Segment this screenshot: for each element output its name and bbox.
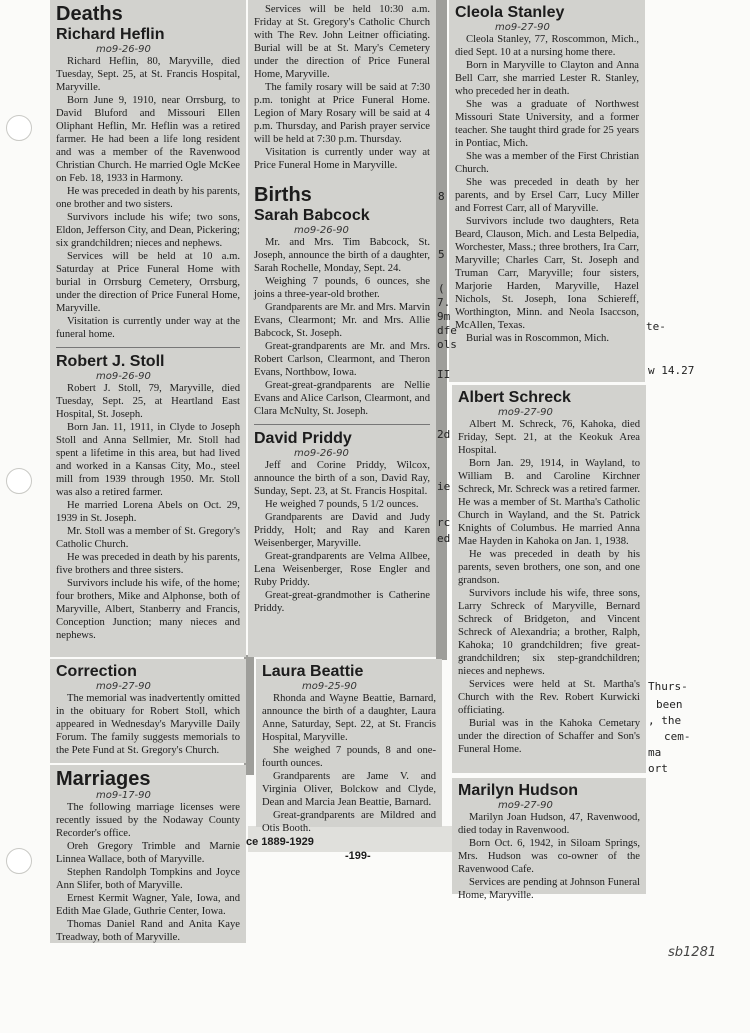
paragraph: He weighed 7 pounds, 5 1/2 ounces. — [265, 499, 419, 510]
paragraph: Richard Heflin, 80, Maryville, died Tuesday, Sept. 25, at St. Francis Hospital, Maryville. — [56, 56, 240, 93]
paragraph: Grandparents are Mr. and Mrs. Marvin Evans, Clearmont; Mr. and Mrs. Allie Babcock, St. Joseph. — [254, 302, 430, 339]
obituary-name: Albert Schreck — [458, 389, 571, 406]
paragraph: Survivors include his wife; two sons, Eldon, Jefferson City, and Dean, Pickering; six grandchildren; nieces and nephews. — [56, 212, 240, 249]
paragraph: Visitation is currently under way at Price Funeral Home in Maryville. — [254, 147, 430, 171]
section-heading-births: Births — [254, 184, 312, 206]
paragraph: Grandparents are Jame V. and Virginia Oliver, Bolckow and Clyde, Dean and Marcia Jean Beattie, Barnard. — [262, 771, 436, 808]
paragraph: Services are pending at Johnson Funeral Home, Maryville. — [458, 877, 640, 901]
birth-name: David Priddy — [254, 430, 352, 447]
handwritten-date: mo9-27-90 — [498, 800, 553, 811]
clipping-correction — [50, 659, 246, 763]
obituary-name: Marilyn Hudson — [458, 782, 579, 799]
handwritten-date: mo9-27-90 — [96, 681, 151, 692]
paragraph: Mr. and Mrs. Tim Babcock, St. Joseph, announce the birth of a daughter, Sarah Rochelle, Monday, Sept. 24. — [254, 237, 430, 274]
paragraph: Jeff and Corine Priddy, Wilcox, announce the birth of a son, David Ray, Sunday, Sept. 23, at St. Francis Hospital. — [254, 460, 430, 497]
handwritten-date: mo9-26-90 — [96, 44, 151, 55]
margin-fragment: ma — [648, 746, 662, 759]
gutter-fragment: rc — [437, 516, 451, 529]
paragraph: Great-grandparents are Velma Allbee, Lena Weisenberger, Rose Engler and Ruby Priddy. — [254, 551, 430, 588]
margin-fragment: Thurs- — [648, 680, 688, 693]
paragraph: She weighed 7 pounds, 8 and one-fourth ounces. — [262, 745, 436, 769]
paragraph: Great-great-grandmother is Catherine Priddy. — [254, 590, 430, 614]
paragraph: Mr. Stoll was a member of St. Gregory's Catholic Church. — [56, 526, 240, 550]
paragraph: Robert J. Stoll, 79, Maryville, died Tuesday, Sept. 25, at Heartland East Hospital, St. Joseph. — [56, 383, 240, 420]
clipping-albert-schreck — [452, 385, 646, 773]
paragraph: She was preceded in death by her parents, and by Ersel Carr, Lucy Miller and Forrest Carr, all of Maryville. — [455, 177, 639, 214]
section-heading-deaths: Deaths — [56, 3, 123, 25]
birth-name: Sarah Babcock — [254, 207, 370, 224]
paragraph: Cleola Stanley, 77, Roscommon, Mich., died Sept. 10 at a nursing home there. — [455, 34, 639, 58]
paragraph: Stephen Randolph Tompkins and Joyce Ann Slifer, both of Maryville. — [56, 867, 240, 891]
margin-fragment: , the — [648, 714, 682, 727]
gutter-fragment: dfe — [437, 324, 457, 337]
paragraph: Marilyn Joan Hudson, 47, Ravenwood, died today in Ravenwood. — [458, 812, 640, 836]
clipping-cleola-stanley — [449, 0, 645, 382]
clipping-laura-beattie — [256, 659, 442, 834]
paragraph: Great-grandparents are Mr. and Mrs. Robert Carlson, Clearmont, and Theron Evans, Northbow, Iowa. — [254, 341, 430, 378]
binder-hole — [6, 115, 32, 141]
catalog-id: sb1281 — [668, 945, 717, 960]
divider — [254, 424, 430, 425]
gutter-fragment: ( — [438, 282, 445, 295]
paragraph: Grandparents are David and Judy Priddy, Holt; and Ray and Karen Weisenberger, Maryville. — [254, 512, 430, 549]
paragraph: Albert M. Schreck, 76, Kahoka, died Friday, Sept. 21, at the Keokuk Area Hospital. — [458, 419, 640, 456]
paragraph: Born Oct. 6, 1942, in Siloam Springs, Mrs. Hudson was co-owner of the Ravenwood Cafe. — [458, 838, 640, 875]
gutter-fragment: 9m — [437, 310, 451, 323]
paragraph: She was a graduate of Northwest Missouri State University, and a former teacher. She taught third grade for 25 years in Pontiac, Mich. — [455, 99, 639, 149]
paragraph: She was a member of the First Christian Church. — [455, 151, 639, 175]
margin-fragment: been — [656, 698, 683, 711]
paragraph: He was preceded in death by his parents, one brother and two sisters. — [56, 186, 240, 210]
margin-fragment: ort — [648, 762, 668, 775]
paragraph: Survivors include two daughters, Reta Beard, Clauson, Mich. and Lesta Belpedia, Worchester, Mass.; three brothers, Ira Carr, Maryville; Charles Carr, St. Joseph and Truman Carr, Maryville; four sisters, Marjorie Harden, Maryville, Hazel Nichols, St. Joseph, Iona Schiereff, Worthington, Minn. and Neola Isaccson, McAllen, Texas. — [455, 216, 639, 331]
section-heading-marriages: Marriages — [56, 768, 151, 790]
paragraph: Great-great-grandparents are Nellie Evans and Alice Carlson, Clearmont, and Clara McNulty, St. Joseph. — [254, 380, 430, 417]
paragraph: Burial was in Roscommon, Mich. — [466, 333, 610, 344]
obituary-name: Robert J. Stoll — [56, 353, 165, 370]
paragraph: Services will be held 10:30 a.m. Friday at St. Gregory's Catholic Church with The Rev. John Leitner officiating. Burial will be at St. Mary's Cemetery under the direction of Price Funeral Home, Maryville. — [254, 4, 430, 80]
handwritten-date: mo9-26-90 — [294, 225, 349, 236]
clipping-deaths — [50, 0, 246, 657]
handwritten-date: mo9-17-90 — [96, 790, 151, 801]
gutter-fragment: 2d — [437, 428, 451, 441]
paragraph: Services were held at St. Martha's Church with the Rev. Robert Kurwicki officiating. — [458, 679, 640, 716]
divider — [56, 347, 240, 348]
paragraph: The memorial was inadvertently omitted in the obituary for Robert Stoll, which appeared in Wednesday's Maryville Daily Forum. The family suggests memorials to the Pete Fund at St. Gregory's Church. — [56, 693, 240, 756]
handwritten-date: mo9-25-90 — [302, 681, 357, 692]
gutter-fragment: ols — [437, 338, 457, 351]
margin-fragment: w 14.27 — [648, 364, 695, 377]
paragraph: Born Jan. 11, 1911, in Clyde to Joseph Stoll and Anna Sellmier, Mr. Stoll had spent a lifetime in this area, but had lived and worked in a Kansas City, Mo., steel mill from 1939 through 1950. Mr. Stoll was also a retired farmer. — [56, 422, 240, 498]
paragraph: Services will be held at 10 a.m. Saturday at Price Funeral Home with burial in Orrsburg Cemetery, Orrsburg, under the direction of Price Funeral Home, Maryville. — [56, 251, 240, 314]
birth-name: Laura Beattie — [262, 663, 364, 680]
paragraph: Visitation is currently under way at the funeral home. — [56, 316, 240, 340]
handwritten-date: mo9-27-90 — [495, 22, 550, 33]
gutter-fragment: 7. — [437, 296, 451, 309]
paragraph: He married Lorena Abels on Oct. 29, 1939 in St. Joseph. — [56, 500, 240, 524]
gutter-fragment: II — [437, 368, 451, 381]
clipping-marriages — [50, 765, 246, 943]
paragraph: Survivors include his wife, three sons, Larry Schreck of Maryville, Bernard Schreck of Bridgeton, and Vincent Schreck of Alexandria; a brother, Ralph, Kahoka; 10 grandchildren; five great-grandchildren; six step-grandchildren; nieces and nephews. — [458, 588, 640, 677]
paragraph: He was preceded in death by his parents, five brothers and three sisters. — [56, 552, 240, 576]
paragraph: Thomas Daniel Rand and Anita Kaye Treadway, both of Maryville. — [56, 919, 240, 943]
margin-fragment: te- — [646, 320, 666, 333]
gutter-fragment: 5 — [438, 248, 445, 261]
paragraph: Weighing 7 pounds, 6 ounces, she joins a three-year-old brother. — [254, 276, 430, 300]
paragraph: The following marriage licenses were recently issued by the Nodaway County Recorder's office. — [56, 802, 240, 839]
paragraph: Born Jan. 29, 1914, in Wayland, to William B. and Caroline Kirchner Schreck, Mr. Schreck was a retired farmer. He was a member of St. Martha's Catholic Church in Wayland, and the St. Patrick Knights of Columbus. He married Anna Mae Hayden in Kahoka on Jan. 1, 1938. — [458, 458, 640, 547]
handwritten-date: mo9-26-90 — [294, 448, 349, 459]
paragraph: Great-grandparents are Mildred and Otis Booth. — [262, 810, 436, 834]
paragraph: Survivors include his wife, of the home; four brothers, Mike and Alphonse, both of Maryville, Albert, Stanberry and Francis, Conception Junction; many nieces and nephews. — [56, 578, 240, 641]
gutter-fragment: ie — [437, 480, 451, 493]
paragraph: Born in Maryville to Clayton and Anna Bell Carr, she married Lester R. Stanley, who preceded her in death. — [455, 60, 639, 97]
handwritten-date: mo9-26-90 — [96, 371, 151, 382]
clipping-births — [248, 0, 436, 657]
binder-hole — [6, 848, 32, 874]
paragraph: Born June 9, 1910, near Orrsburg, to David Bluford and Missouri Ellen Oliphant Heflin, Mr. Heflin was a retired farmer. He had been a life long resident and was a member of the Ravenwood Christian Church. He married Ogle McKee on Feb. 18, 1933 in Harmony. — [56, 95, 240, 184]
paragraph: Oreh Gregory Trimble and Marnie Linnea Wallace, both of Maryville. — [56, 841, 240, 865]
handwritten-date: mo9-27-90 — [498, 407, 553, 418]
page-number: -199- — [345, 850, 371, 862]
obituary-name: Richard Heflin — [56, 26, 165, 43]
paragraph: He was preceded in death by his parents, seven brothers, one son, and one grandson. — [458, 549, 640, 586]
paragraph: The family rosary will be said at 7:30 p.m. tonight at Price Funeral Home. Legion of Mary Rosary will be said at 4 p.m. Thursday, and Parish prayer service will be held at 7:30 p.m. Thursday. — [254, 82, 430, 145]
gutter-fragment: 8 — [438, 190, 445, 203]
margin-fragment: cem- — [664, 730, 691, 743]
section-heading-correction: Correction — [56, 663, 137, 680]
paragraph: Rhonda and Wayne Beattie, Barnard, announce the birth of a daughter, Laura Anne, Saturday, Sept. 22, at St. Francis Hospital, Maryville. — [262, 693, 436, 743]
binder-hole — [6, 468, 32, 494]
gutter-fragment: ed — [437, 532, 451, 545]
footer-fragment: ce 1889-1929 — [246, 836, 314, 848]
paragraph: Ernest Kermit Wagner, Yale, Iowa, and Edith Mae Glade, Guthrie Center, Iowa. — [56, 893, 240, 917]
paragraph: Burial was in the Kahoka Cemetary under the direction of Schaffer and Son's Funeral Home. — [458, 718, 640, 755]
clipping-marilyn-hudson — [452, 778, 646, 901]
obituary-name: Cleola Stanley — [455, 4, 565, 21]
